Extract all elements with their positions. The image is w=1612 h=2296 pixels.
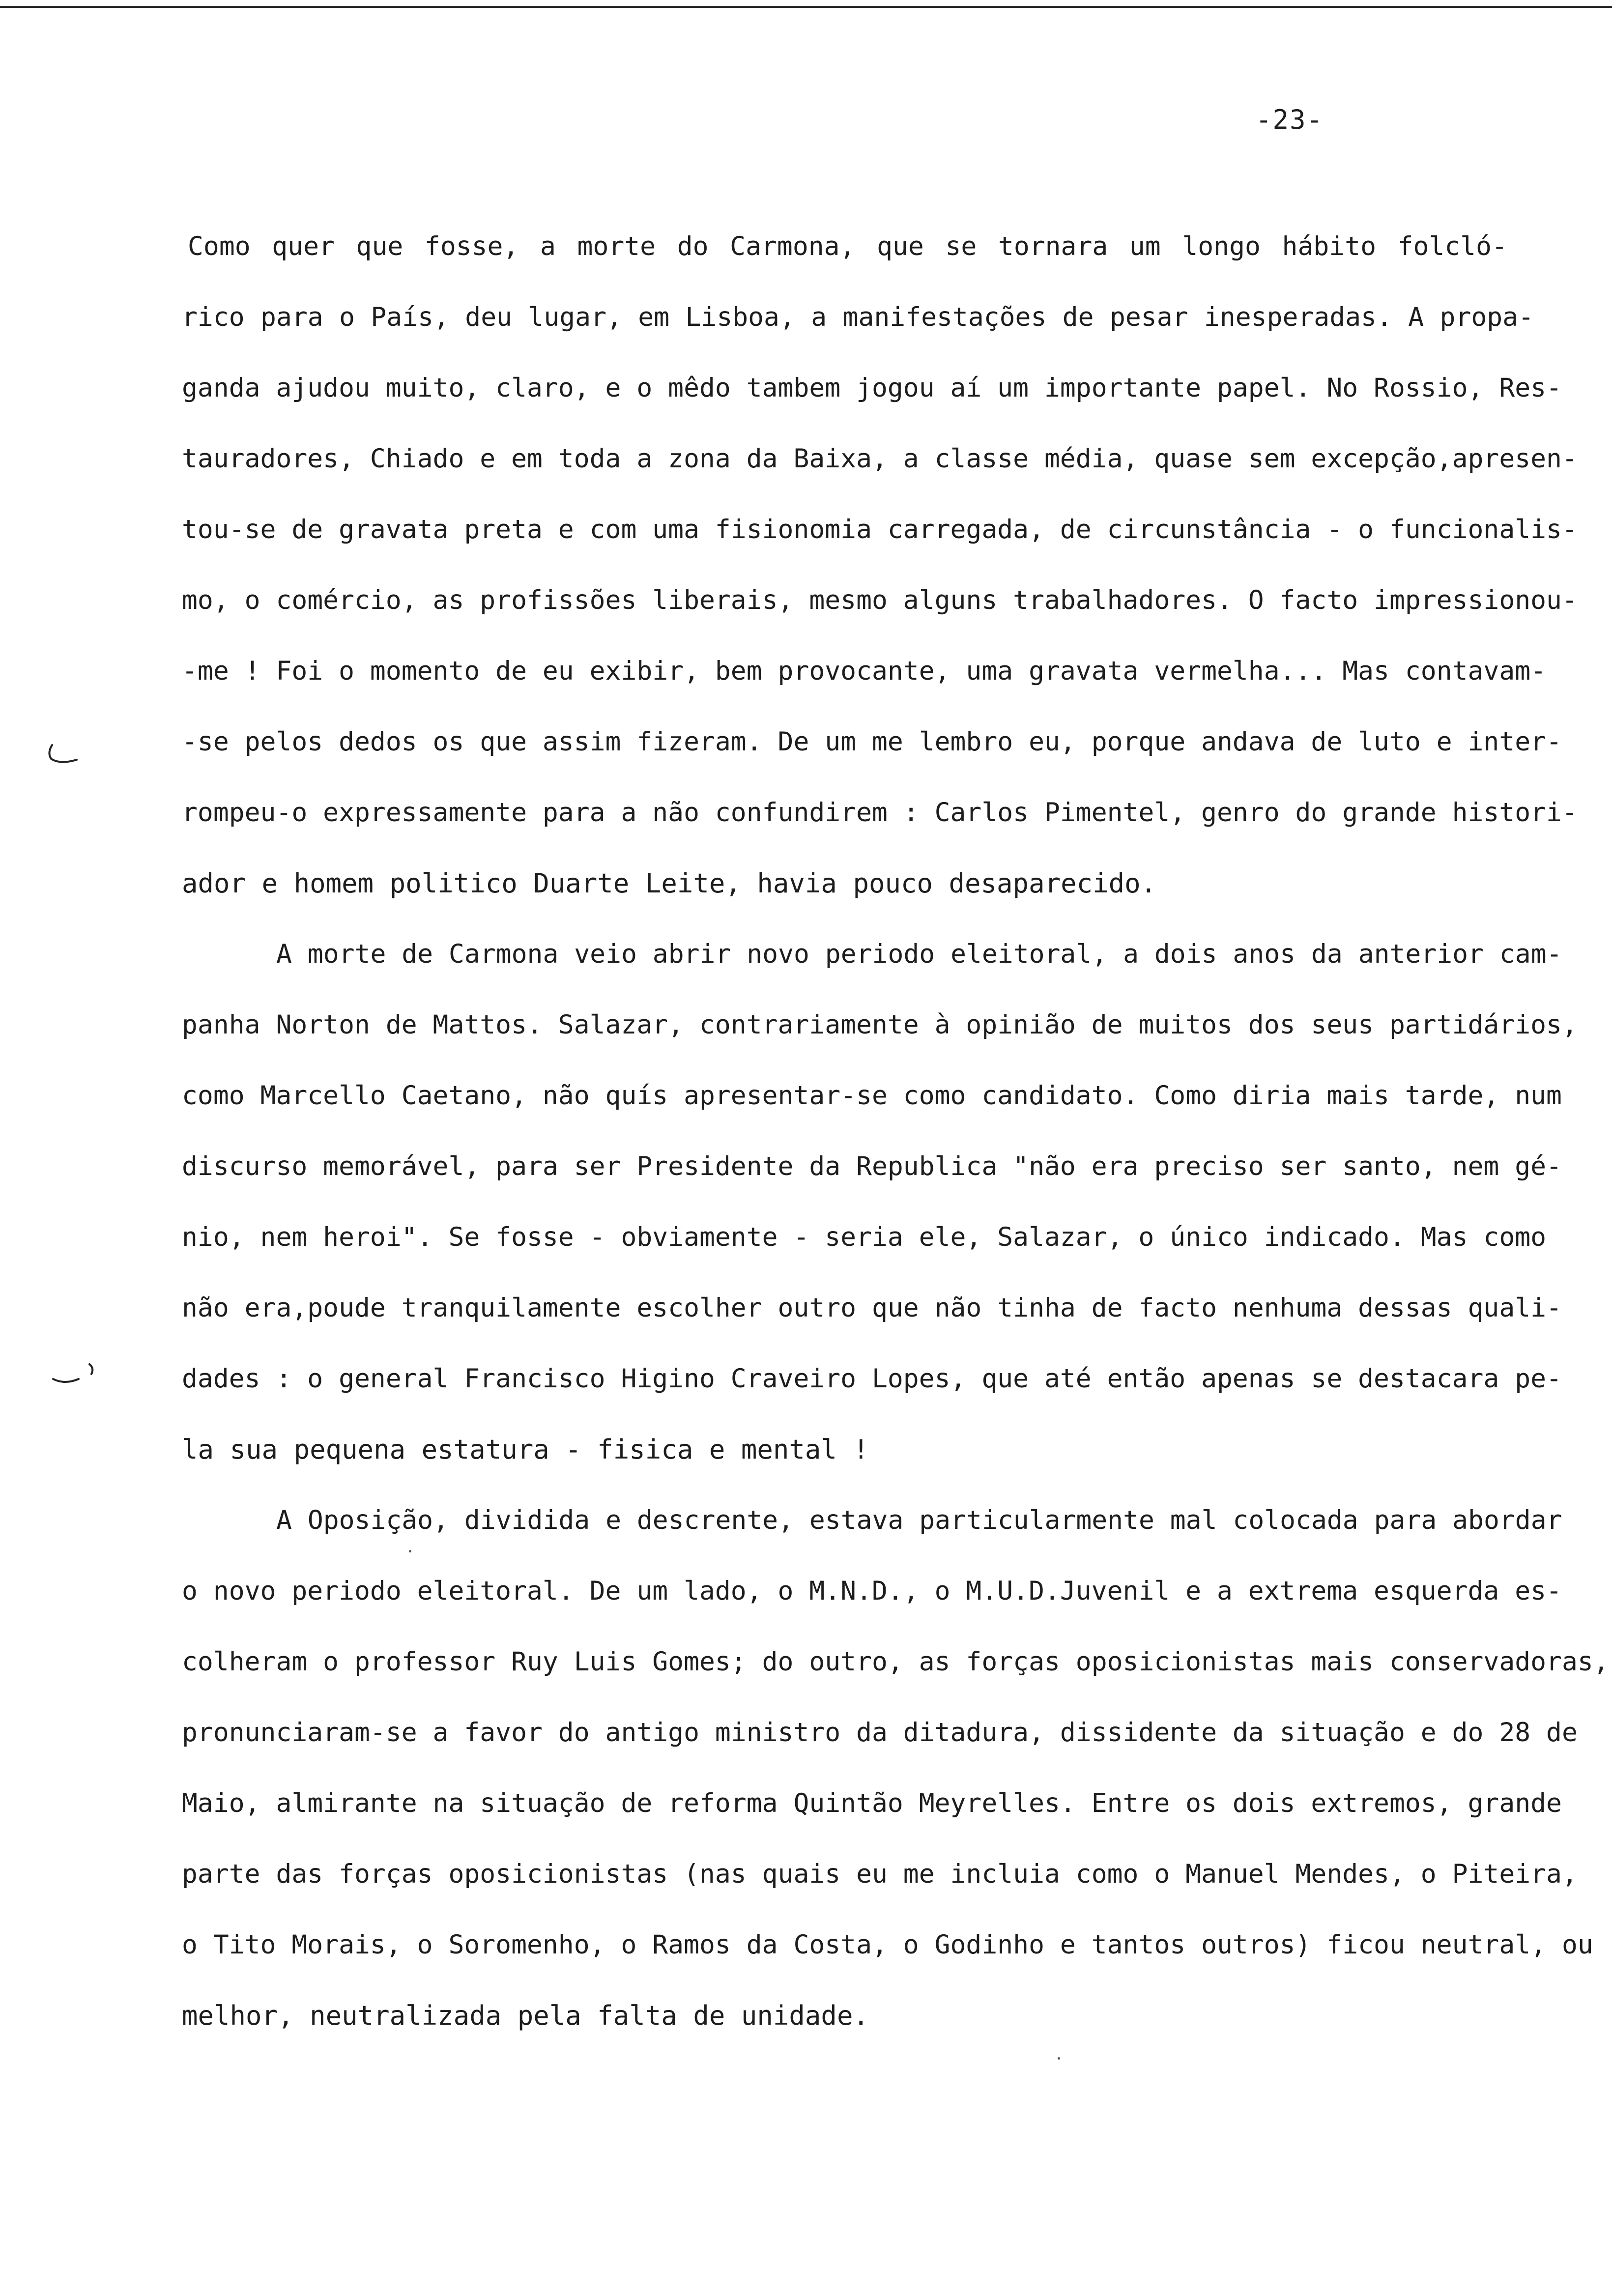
text-line: parte das forças oposicionistas (nas quais eu me incluia como o Manuel Mendes, o Piteira, bbox=[182, 1859, 1578, 1889]
text-line: rico para o País, deu lugar, em Lisboa, a manifestações de pesar inesperadas. A propa- bbox=[182, 302, 1534, 332]
text-line: melhor, neutralizada pela falta de unidade. bbox=[182, 2000, 869, 2031]
text-line: Maio, almirante na situação de reforma Quintão Meyrelles. Entre os dois extremos, grande bbox=[182, 1788, 1562, 1818]
text-line: discurso memorável, para ser Presidente da Republica "não era preciso ser santo, nem gé- bbox=[182, 1151, 1562, 1181]
text-line: pronunciaram-se a favor do antigo ministro da ditadura, dissidente da situação e do 28 de bbox=[182, 1718, 1578, 1748]
text-line: mo, o comércio, as profissões liberais, mesmo alguns trabalhadores. O facto impressionou- bbox=[182, 585, 1578, 615]
top-border-line bbox=[0, 6, 1612, 8]
text-line: dades : o general Francisco Higino Craveiro Lopes, que até então apenas se destacara pe- bbox=[182, 1364, 1562, 1394]
text-line: Como quer que fosse, a morte do Carmona, que se tornara um longo hábito folcló- bbox=[188, 231, 1507, 261]
text-line: -me ! Foi o momento de eu exibir, bem provocante, uma gravata vermelha... Mas contavam- bbox=[182, 656, 1547, 686]
left-margin-bracket-mark-top bbox=[45, 743, 80, 768]
scan-speck bbox=[1058, 2057, 1060, 2060]
text-line: panha Norton de Mattos. Salazar, contrariamente à opinião de muitos dos seus partidários, bbox=[182, 1010, 1578, 1040]
text-line: como Marcello Caetano, não quís apresentar-se como candidato. Como diria mais tarde, num bbox=[182, 1081, 1562, 1111]
left-margin-bracket-mark-bottom bbox=[48, 1363, 83, 1388]
text-line: o novo periodo eleitoral. De um lado, o M.N.D., o M.U.D.Juvenil e a extrema esquerda es- bbox=[182, 1576, 1562, 1606]
text-line: -se pelos dedos os que assim fizeram. De um me lembro eu, porque andava de luto e inter- bbox=[182, 727, 1562, 757]
text-line: o Tito Morais, o Soromenho, o Ramos da Costa, o Godinho e tantos outros) ficou neutral, ou bbox=[182, 1930, 1593, 1960]
left-margin-tick-mark bbox=[86, 1362, 98, 1377]
text-line: A Oposição, dividida e descrente, estava particularmente mal colocada para abordar bbox=[276, 1505, 1562, 1535]
text-line: la sua pequena estatura - fisica e mental ! bbox=[182, 1434, 869, 1465]
text-line: nio, nem heroi". Se fosse - obviamente - seria ele, Salazar, o único indicado. Mas como bbox=[182, 1222, 1547, 1252]
text-line: A morte de Carmona veio abrir novo periodo eleitoral, a dois anos da anterior cam- bbox=[276, 939, 1562, 969]
text-line: ganda ajudou muito, claro, e o mêdo tambem jogou aí um importante papel. No Rossio, Res- bbox=[182, 373, 1562, 403]
scan-speck bbox=[409, 1550, 411, 1552]
text-line: ador e homem politico Duarte Leite, havia pouco desaparecido. bbox=[182, 868, 1157, 899]
text-line: colheram o professor Ruy Luis Gomes; do outro, as forças oposicionistas mais conservadoras, bbox=[182, 1647, 1609, 1677]
page-number: -23- bbox=[1256, 104, 1324, 135]
text-line: não era,poude tranquilamente escolher outro que não tinha de facto nenhuma dessas quali- bbox=[182, 1293, 1562, 1323]
text-line: tauradores, Chiado e em toda a zona da Baixa, a classe média, quase sem excepção,apresen- bbox=[182, 444, 1578, 474]
text-line: rompeu-o expressamente para a não confundirem : Carlos Pimentel, genro do grande histori- bbox=[182, 798, 1578, 828]
text-line: tou-se de gravata preta e com uma fisionomia carregada, de circunstância - o funcionalis- bbox=[182, 515, 1578, 545]
